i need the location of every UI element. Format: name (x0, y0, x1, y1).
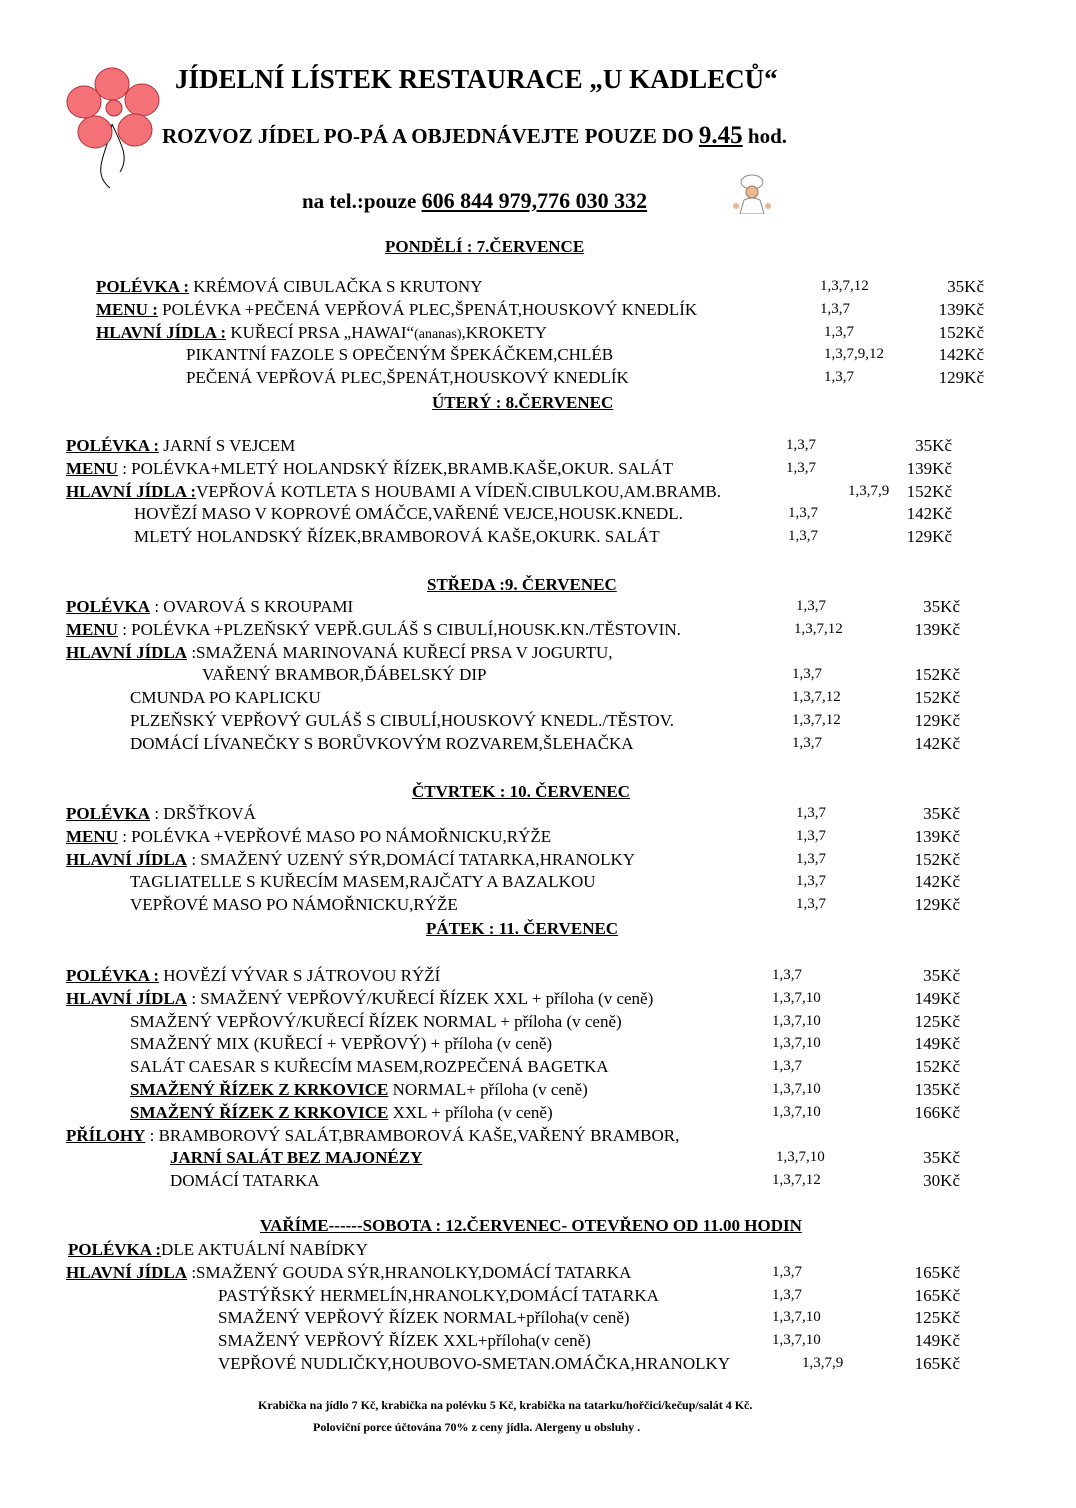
item-allergens: 1,3,7 (796, 598, 826, 614)
item-allergens: 1,3,7 (796, 896, 826, 913)
item-price: 35Kč (915, 436, 952, 455)
menu-item (66, 1126, 679, 1148)
item-category: POLÉVKA : (68, 1240, 162, 1259)
item-allergens: 1,3,7 (796, 850, 826, 867)
menu-item (66, 620, 681, 642)
item-allergens: 1,3,7 (786, 437, 816, 453)
menu-item (66, 482, 721, 504)
item-name: : BRAMBOROVÝ SALÁT,BRAMBOROVÁ KAŠE,VAŘENÝ BRAMBOR, (145, 1125, 680, 1145)
item-allergens: 1,3,7,10 (772, 989, 821, 1006)
item-allergens: 1,3,7 (786, 459, 816, 476)
item-name: XXL + příloha (v ceně) (388, 1102, 553, 1122)
menu-item (130, 1103, 553, 1125)
item-price: 139Kč (914, 826, 960, 846)
item-price: 149Kč (914, 1331, 960, 1351)
item-category: POLÉVKA : (66, 966, 160, 985)
menu-item (134, 527, 660, 549)
item-highlight: JARNÍ SALÁT BEZ MAJONÉZY (170, 1148, 423, 1168)
item-price: 129Kč (906, 527, 952, 547)
item-price: 35Kč (923, 804, 960, 823)
item-price: 142Kč (914, 733, 960, 753)
item-price: 35Kč (923, 1148, 960, 1168)
day-title: ÚTERÝ : 8.ČERVENEC (432, 393, 614, 412)
item-allergens: 1,3,7,12 (772, 1172, 821, 1189)
item-category: MENU (66, 619, 118, 639)
item-allergens: 1,3,7 (772, 1263, 802, 1280)
item-price: 125Kč (914, 1308, 960, 1328)
item-allergens: 1,3,7 (792, 734, 822, 751)
item-price: 149Kč (914, 988, 960, 1008)
item-category: PŘÍLOHY (66, 1125, 146, 1145)
item-name-cont: ,KROKETY (461, 322, 547, 342)
item-price: 165Kč (914, 1285, 960, 1305)
item-price: 35Kč (947, 277, 984, 296)
item-name: : DRŠŤKOVÁ (150, 804, 256, 823)
item-allergens: 1,3,7 (824, 323, 854, 340)
item-price: 152Kč (906, 481, 952, 501)
item-price: 166Kč (914, 1102, 960, 1122)
item-name: :SMAŽENÝ GOUDA SÝR,HRANOLKY,DOMÁCÍ TATARKA (187, 1262, 632, 1282)
item-name: KUŘECÍ PRSA „HAWAI“ (226, 322, 415, 342)
item-name: HOVĚZÍ VÝVAR S JÁTROVOU RÝŽÍ (159, 966, 441, 985)
item-price: 152Kč (914, 1057, 960, 1077)
menu-item (186, 345, 613, 367)
menu-item (130, 734, 634, 756)
item-name: KRÉMOVÁ CIBULAČKA S KRUTONY (189, 277, 483, 296)
item-allergens: 1,3,7,10 (772, 1012, 821, 1029)
item-allergens: 1,3,7,10 (776, 1149, 825, 1166)
item-name: VEPŘOVÉ MASO PO NÁMOŘNICKU,RÝŽE (130, 895, 458, 915)
item-name: POLÉVKA +PEČENÁ VEPŘOVÁ PLEC,ŠPENÁT,HOUSKOVÝ KNEDLÍK (157, 299, 698, 319)
item-price: 149Kč (914, 1034, 960, 1054)
phone-line: na tel.:pouze 606 844 979,776 030 332 (302, 188, 648, 213)
item-allergens: 1,3,7 (772, 1286, 802, 1303)
footer-line-1: Krabička na jídlo 7 Kč, krabička na polévku 5 Kč, krabička na tatarku/hořčici/kečup/salát 4 Kč. (258, 1398, 753, 1412)
menu-item (130, 872, 596, 894)
item-name: VEPŘOVÉ NUDLIČKY,HOUBOVO-SMETAN.OMÁČKA,HRANOLKY (218, 1354, 731, 1373)
page-title: JÍDELNÍ LÍSTEK RESTAURACE „U KADLECŮ“ (175, 64, 778, 94)
item-price: 142Kč (906, 504, 952, 524)
menu-item (96, 277, 482, 299)
item-name: MLETÝ HOLANDSKÝ ŘÍZEK,BRAMBOROVÁ KAŠE,OKURK. SALÁT (134, 527, 660, 547)
item-name: PEČENÁ VEPŘOVÁ PLEC,ŠPENÁT,HOUSKOVÝ KNEDLÍK (186, 368, 629, 388)
item-price: 165Kč (914, 1354, 960, 1373)
item-allergens: 1,3,7,12 (792, 689, 841, 706)
menu-item (218, 1286, 659, 1308)
day-title: STŘEDA :9. ČERVENEC (427, 575, 617, 594)
menu-item (130, 1012, 622, 1034)
item-category: POLÉVKA (66, 804, 151, 823)
menu-item (66, 966, 440, 988)
item-name: VAŘENÝ BRAMBOR,ĎÁBELSKÝ DIP (202, 665, 487, 685)
menu-item (130, 1080, 588, 1102)
menu-item (66, 436, 295, 458)
item-category: HLAVNÍ JÍDLA (66, 642, 188, 662)
item-allergens: 1,3,7,10 (772, 1332, 821, 1349)
item-name: PIKANTNÍ FAZOLE S OPEČENÝM ŠPEKÁČKEM,CHLÉB (186, 345, 614, 365)
item-category: POLÉVKA (66, 597, 151, 616)
item-price: 139Kč (938, 299, 984, 319)
item-price: 129Kč (938, 368, 984, 388)
item-name: : SMAŽENÝ VEPŘOVÝ/KUŘECÍ ŘÍZEK XXL + příloha (v ceně) (187, 988, 654, 1008)
menu-item (218, 1354, 730, 1376)
menu-item (130, 1034, 552, 1056)
item-name: :SMAŽENÁ MARINOVANÁ KUŘECÍ PRSA V JOGURTU, (187, 642, 613, 662)
item-price: 152Kč (914, 688, 960, 708)
item-name: PASTÝŘSKÝ HERMELÍN,HRANOLKY,DOMÁCÍ TATARKA (218, 1285, 659, 1305)
menu-item (66, 989, 653, 1011)
item-name: DOMÁCÍ TATARKA (170, 1171, 320, 1191)
item-allergens: 1,3,7 (792, 666, 822, 683)
menu-item (218, 1308, 630, 1330)
item-price: 30Kč (923, 1171, 960, 1191)
menu-item (66, 1263, 631, 1285)
item-name: NORMAL+ příloha (v ceně) (388, 1080, 588, 1099)
day-title: VAŘÍME------SOBOTA : 12.ČERVENEC- OTEVŘENO OD 11.00 HODIN (260, 1216, 802, 1235)
item-category: HLAVNÍ JÍDLA (66, 1262, 188, 1282)
item-category: HLAVNÍ JÍDLA (66, 849, 188, 869)
item-allergens: 1,3,7,12 (820, 278, 869, 294)
item-name: : POLÉVKA+MLETÝ HOLANDSKÝ ŘÍZEK,BRAMB.KAŠE,OKUR. SALÁT (117, 458, 673, 478)
menu-item (66, 804, 256, 826)
item-allergens: 1,3,7,10 (772, 1103, 821, 1120)
menu-item (134, 504, 683, 526)
item-name: : POLÉVKA +VEPŘOVÉ MASO PO NÁMOŘNICKU,RÝŽE (117, 826, 552, 846)
menu-item (96, 323, 547, 345)
item-name: SMAŽENÝ VEPŘOVÝ ŘÍZEK XXL+příloha(v ceně) (218, 1331, 591, 1351)
item-price: 152Kč (914, 665, 960, 685)
item-category: POLÉVKA : (96, 277, 190, 296)
item-name: CMUNDA PO KAPLICKU (130, 688, 321, 708)
menu-item (130, 895, 458, 917)
item-price: 35Kč (923, 597, 960, 616)
item-allergens: 1,3,7 (788, 528, 818, 545)
item-name: : OVAROVÁ S KROUPAMI (150, 597, 354, 616)
item-highlight: SMAŽENÝ ŘÍZEK Z KRKOVICE (130, 1080, 389, 1099)
phone-numbers[interactable]: 606 844 979,776 030 332 (421, 188, 648, 213)
item-name: : SMAŽENÝ UZENÝ SÝR,DOMÁCÍ TATARKA,HRANOLKY (187, 849, 636, 869)
item-price: 139Kč (914, 619, 960, 639)
item-category: MENU : (96, 299, 158, 319)
item-allergens: 1,3,7 (824, 369, 854, 386)
item-category: HLAVNÍ JÍDLA (66, 988, 188, 1008)
item-note: (ananas) (414, 326, 462, 342)
item-name: SALÁT CAESAR S KUŘECÍM MASEM,ROZPEČENÁ BAGETKA (130, 1057, 609, 1077)
menu-item (130, 688, 321, 710)
menu-item (170, 1148, 422, 1170)
item-allergens: 1,3,7 (772, 967, 802, 983)
item-allergens: 1,3,7 (772, 1058, 802, 1075)
item-name: VEPŘOVÁ KOTLETA S HOUBAMI A VÍDEŇ.CIBULKOU,AM.BRAMB. (196, 481, 721, 501)
menu-item (170, 1171, 320, 1193)
flower-icon (60, 62, 170, 192)
item-name: SMAŽENÝ MIX (KUŘECÍ + VEPŘOVÝ) + příloha (v ceně) (130, 1034, 553, 1054)
menu-item (66, 597, 353, 619)
item-allergens: 1,3,7 (788, 505, 818, 522)
item-allergens: 1,3,7,10 (772, 1035, 821, 1052)
item-price: 152Kč (914, 849, 960, 869)
item-name: PLZEŇSKÝ VEPŘOVÝ GULÁŠ S CIBULÍ,HOUSKOVÝ KNEDL./TĚSTOV. (130, 711, 675, 730)
item-allergens: 1,3,7,12 (794, 620, 843, 637)
menu-item (66, 459, 673, 481)
item-name: DLE AKTUÁLNÍ NABÍDKY (161, 1240, 368, 1259)
item-name: : POLÉVKA +PLZEŇSKÝ VEPŘ.GULÁŠ S CIBULÍ,HOUSK.KN./TĚSTOVIN. (117, 619, 681, 639)
item-price: 139Kč (906, 458, 952, 478)
menu-item (218, 1331, 591, 1353)
item-name: SMAŽENÝ VEPŘOVÝ/KUŘECÍ ŘÍZEK NORMAL + příloha (v ceně) (130, 1011, 622, 1031)
item-price: 135Kč (914, 1080, 960, 1099)
chef-icon (722, 174, 782, 214)
item-price: 142Kč (938, 345, 984, 365)
item-allergens: 1,3,7 (796, 805, 826, 821)
item-allergens: 1,3,7 (820, 300, 850, 317)
item-allergens: 1,3,7,10 (772, 1081, 821, 1097)
footer-line-2: Poloviční porce účtována 70% z ceny jídla. Alergeny u obsluhy . (313, 1420, 641, 1434)
item-category: MENU (66, 826, 118, 846)
item-allergens: 1,3,7,10 (772, 1309, 821, 1326)
item-highlight: SMAŽENÝ ŘÍZEK Z KRKOVICE (130, 1102, 389, 1122)
item-allergens: 1,3,7 (796, 873, 826, 890)
day-title: PÁTEK : 11. ČERVENEC (426, 919, 619, 938)
menu-item (96, 300, 697, 322)
menu-item (66, 850, 635, 872)
item-category: HLAVNÍ JÍDLA : (66, 481, 197, 501)
day-title: ČTVRTEK : 10. ČERVENEC (412, 782, 630, 801)
item-allergens: 1,3,7,9 (848, 482, 890, 499)
menu-item (68, 1240, 368, 1262)
menu-item (202, 665, 486, 687)
item-name: JARNÍ S VEJCEM (159, 436, 296, 455)
item-price: 152Kč (938, 322, 984, 342)
item-price: 129Kč (914, 711, 960, 730)
item-name: SMAŽENÝ VEPŘOVÝ ŘÍZEK NORMAL+příloha(v ceně) (218, 1308, 630, 1328)
delivery-note: ROZVOZ JÍDEL PO-PÁ A OBJEDNÁVEJTE POUZE DO 9.45 hod. (162, 122, 788, 149)
menu-item (66, 827, 551, 849)
item-category: MENU (66, 458, 118, 478)
menu-item (66, 643, 613, 665)
day-title: PONDĚLÍ : 7.ČERVENCE (385, 237, 585, 256)
item-allergens: 1,3,7 (796, 827, 826, 844)
delivery-time: 9.45 (698, 122, 743, 149)
item-price: 125Kč (914, 1011, 960, 1031)
menu-item (130, 1057, 609, 1079)
item-name: TAGLIATELLE S KUŘECÍM MASEM,RAJČATY A BAZALKOU (130, 872, 596, 892)
item-price: 165Kč (914, 1262, 960, 1282)
item-price: 129Kč (914, 895, 960, 915)
item-allergens: 1,3,7,9,12 (824, 346, 884, 363)
item-price: 35Kč (923, 966, 960, 985)
item-name: DOMÁCÍ LÍVANEČKY S BORŮVKOVÝM ROZVAREM,ŠLEHAČKA (130, 733, 634, 753)
item-name: HOVĚZÍ MASO V KOPROVÉ OMÁČCE,VAŘENÉ VEJCE,HOUSK.KNEDL. (134, 504, 683, 524)
menu-item (186, 368, 629, 390)
item-category: HLAVNÍ JÍDLA : (96, 322, 227, 342)
item-allergens: 1,3,7,12 (792, 712, 841, 728)
item-price: 142Kč (914, 872, 960, 892)
item-category: POLÉVKA : (66, 436, 160, 455)
item-allergens: 1,3,7,9 (802, 1355, 844, 1371)
menu-item (130, 711, 674, 733)
